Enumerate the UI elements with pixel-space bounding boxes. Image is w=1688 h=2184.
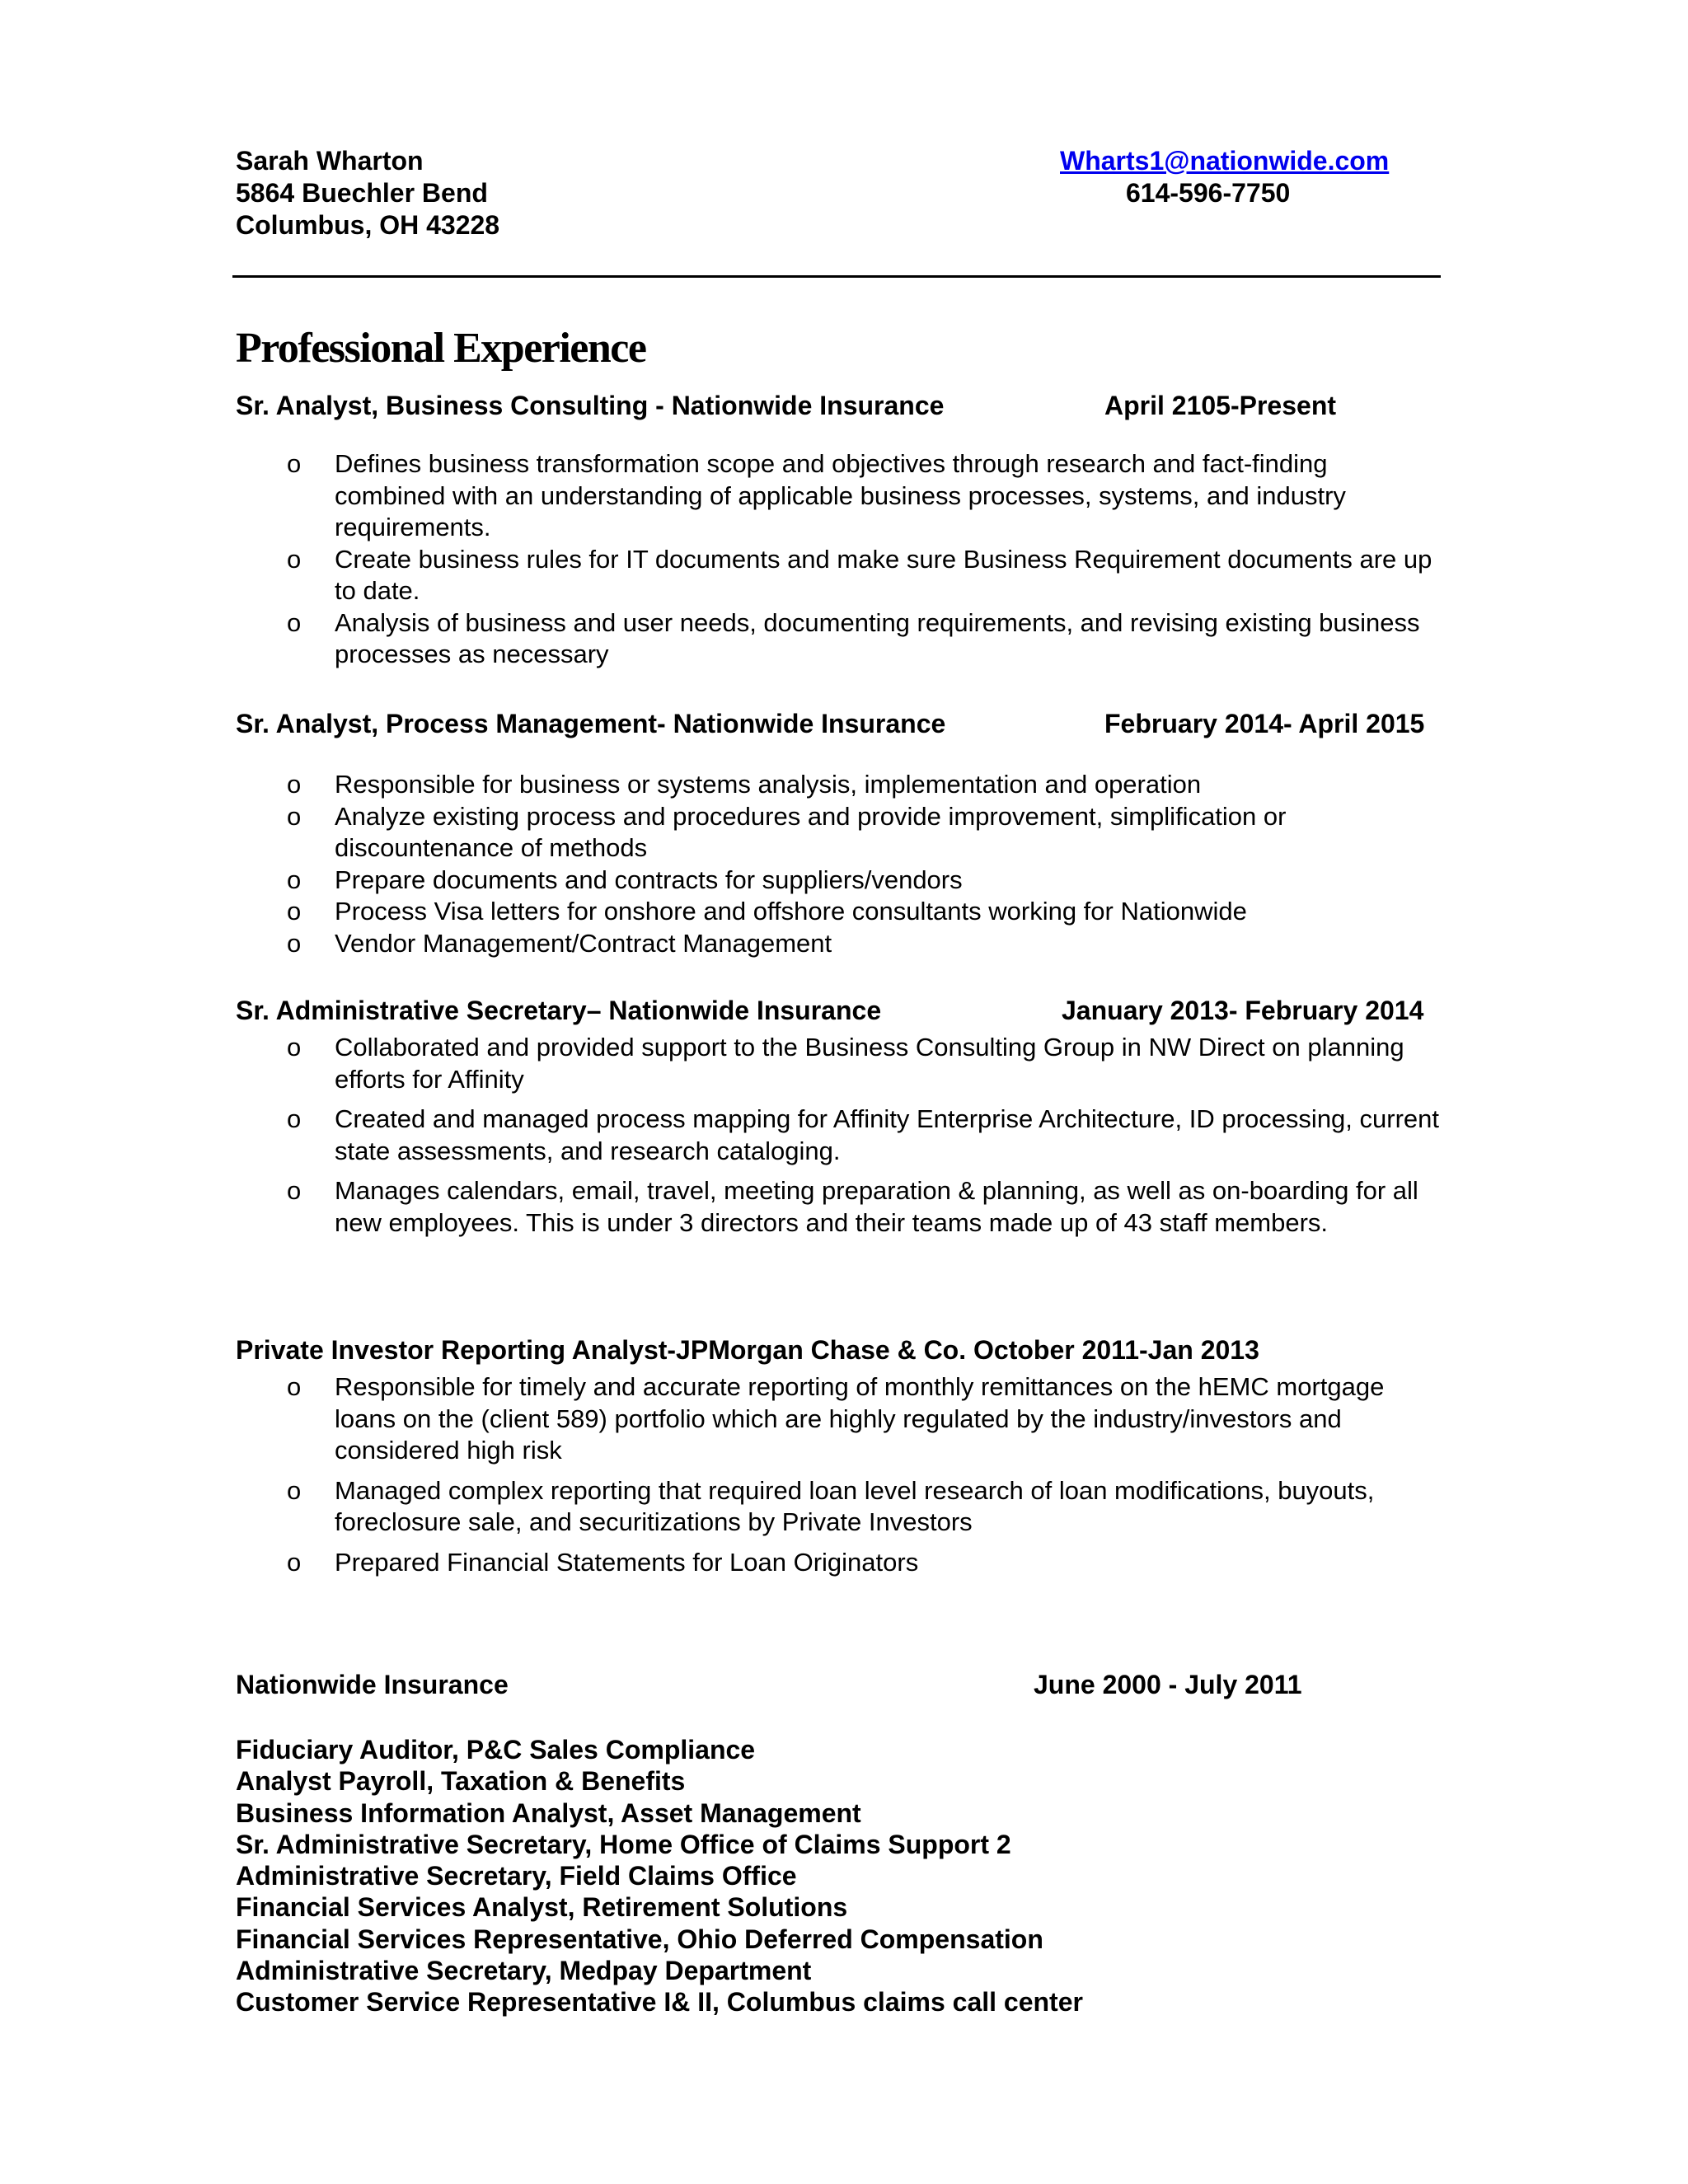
role-item: Financial Services Representative, Ohio Deferred Compensation bbox=[236, 1924, 1043, 1954]
role-item: Administrative Secretary, Medpay Department bbox=[236, 1956, 812, 1986]
job-entry bbox=[236, 707, 1447, 959]
job-title: Private Investor Reporting Analyst-JPMorgan Chase & Co. October 2011-Jan 2013 bbox=[236, 1335, 1259, 1365]
role-item: Financial Services Analyst, Retirement Solutions bbox=[236, 1892, 848, 1923]
bullet-item: o Manages calendars, email, travel, meeting preparation & planning, as well as on-boarding for all new employees. This is under 3 directors and their teams made up of 43 staff members. bbox=[236, 1175, 1439, 1239]
bullet-item: o Prepare documents and contracts for suppliers/vendors bbox=[236, 865, 1439, 897]
job-title: Sr. Analyst, Business Consulting - Nationwide Insurance bbox=[236, 391, 945, 420]
contact-name: Sarah Wharton bbox=[236, 146, 424, 176]
job-entry bbox=[236, 1668, 1447, 1701]
job-bullets bbox=[236, 769, 1447, 959]
role-item: Analyst Payroll, Taxation & Benefits bbox=[236, 1766, 686, 1797]
job-bullets bbox=[236, 1371, 1447, 1578]
header-divider bbox=[232, 275, 1441, 278]
bullet-item: o Responsible for timely and accurate reporting of monthly remittances on the hEMC mortgage loans on the (client 589) portfolio which are highly regulated by the industry/investors and considered high risk bbox=[236, 1371, 1439, 1467]
job-dates: June 2000 - July 2011 bbox=[1034, 1670, 1302, 1699]
job-title: Sr. Analyst, Process Management- Nationwide Insurance bbox=[236, 709, 946, 738]
role-item: Sr. Administrative Secretary, Home Office of Claims Support 2 bbox=[236, 1829, 1011, 1859]
roles-list bbox=[236, 1734, 1083, 2018]
job-entry bbox=[236, 1333, 1447, 1578]
role-item: Fiduciary Auditor, P&C Sales Compliance bbox=[236, 1735, 756, 1765]
bullet-item: o Analyze existing process and procedures and provide improvement, simplification or discountenance of methods bbox=[236, 801, 1439, 865]
job-dates: January 2013- February 2014 bbox=[1062, 996, 1424, 1025]
job-entry bbox=[236, 389, 1447, 671]
bullet-item: o Analysis of business and user needs, documenting requirements, and revising existing business processes as necessary bbox=[236, 607, 1439, 671]
bullet-item: o Defines business transformation scope and objectives through research and fact-finding combined with an understanding of applicable business processes, systems, and industry requirements. bbox=[236, 448, 1439, 544]
section-title-experience: Professional Experience bbox=[236, 325, 646, 372]
bullet-item: o Vendor Management/Contract Management bbox=[236, 928, 1439, 960]
phone-number: 614-596-7750 bbox=[1126, 178, 1291, 208]
job-title: Sr. Administrative Secretary– Nationwide Insurance bbox=[236, 996, 882, 1025]
job-title: Nationwide Insurance bbox=[236, 1670, 509, 1699]
bullet-item: o Responsible for business or systems analysis, implementation and operation bbox=[236, 769, 1439, 801]
job-bullets bbox=[236, 1032, 1447, 1239]
bullet-item: o Managed complex reporting that required loan level research of loan modifications, buyouts, foreclosure sale, and securitizations by Private Investors bbox=[236, 1475, 1439, 1539]
job-bullets bbox=[236, 448, 1447, 671]
job-dates: April 2105-Present bbox=[1104, 391, 1337, 420]
bullet-item: o Create business rules for IT documents and make sure Business Requirement documents are up to date. bbox=[236, 544, 1439, 607]
bullet-item: o Prepared Financial Statements for Loan Originators bbox=[236, 1547, 1439, 1579]
job-entry bbox=[236, 994, 1447, 1239]
address-street: 5864 Buechler Bend bbox=[236, 178, 488, 208]
role-item: Administrative Secretary, Field Claims Office bbox=[236, 1861, 797, 1891]
contact-header bbox=[236, 145, 1441, 241]
job-dates: February 2014- April 2015 bbox=[1104, 709, 1425, 738]
email-link[interactable]: Wharts1@nationwide.com bbox=[1060, 146, 1390, 176]
bullet-item: o Created and managed process mapping for Affinity Enterprise Architecture, ID processing, current state assessments, and research cataloging. bbox=[236, 1104, 1439, 1167]
bullet-item: o Process Visa letters for onshore and offshore consultants working for Nationwide bbox=[236, 896, 1439, 928]
role-item: Business Information Analyst, Asset Management bbox=[236, 1797, 861, 1828]
address-city: Columbus, OH 43228 bbox=[236, 210, 500, 240]
role-item: Customer Service Representative I& II, Columbus claims call center bbox=[236, 1987, 1083, 2018]
bullet-item: o Collaborated and provided support to the Business Consulting Group in NW Direct on planning efforts for Affinity bbox=[236, 1032, 1439, 1095]
